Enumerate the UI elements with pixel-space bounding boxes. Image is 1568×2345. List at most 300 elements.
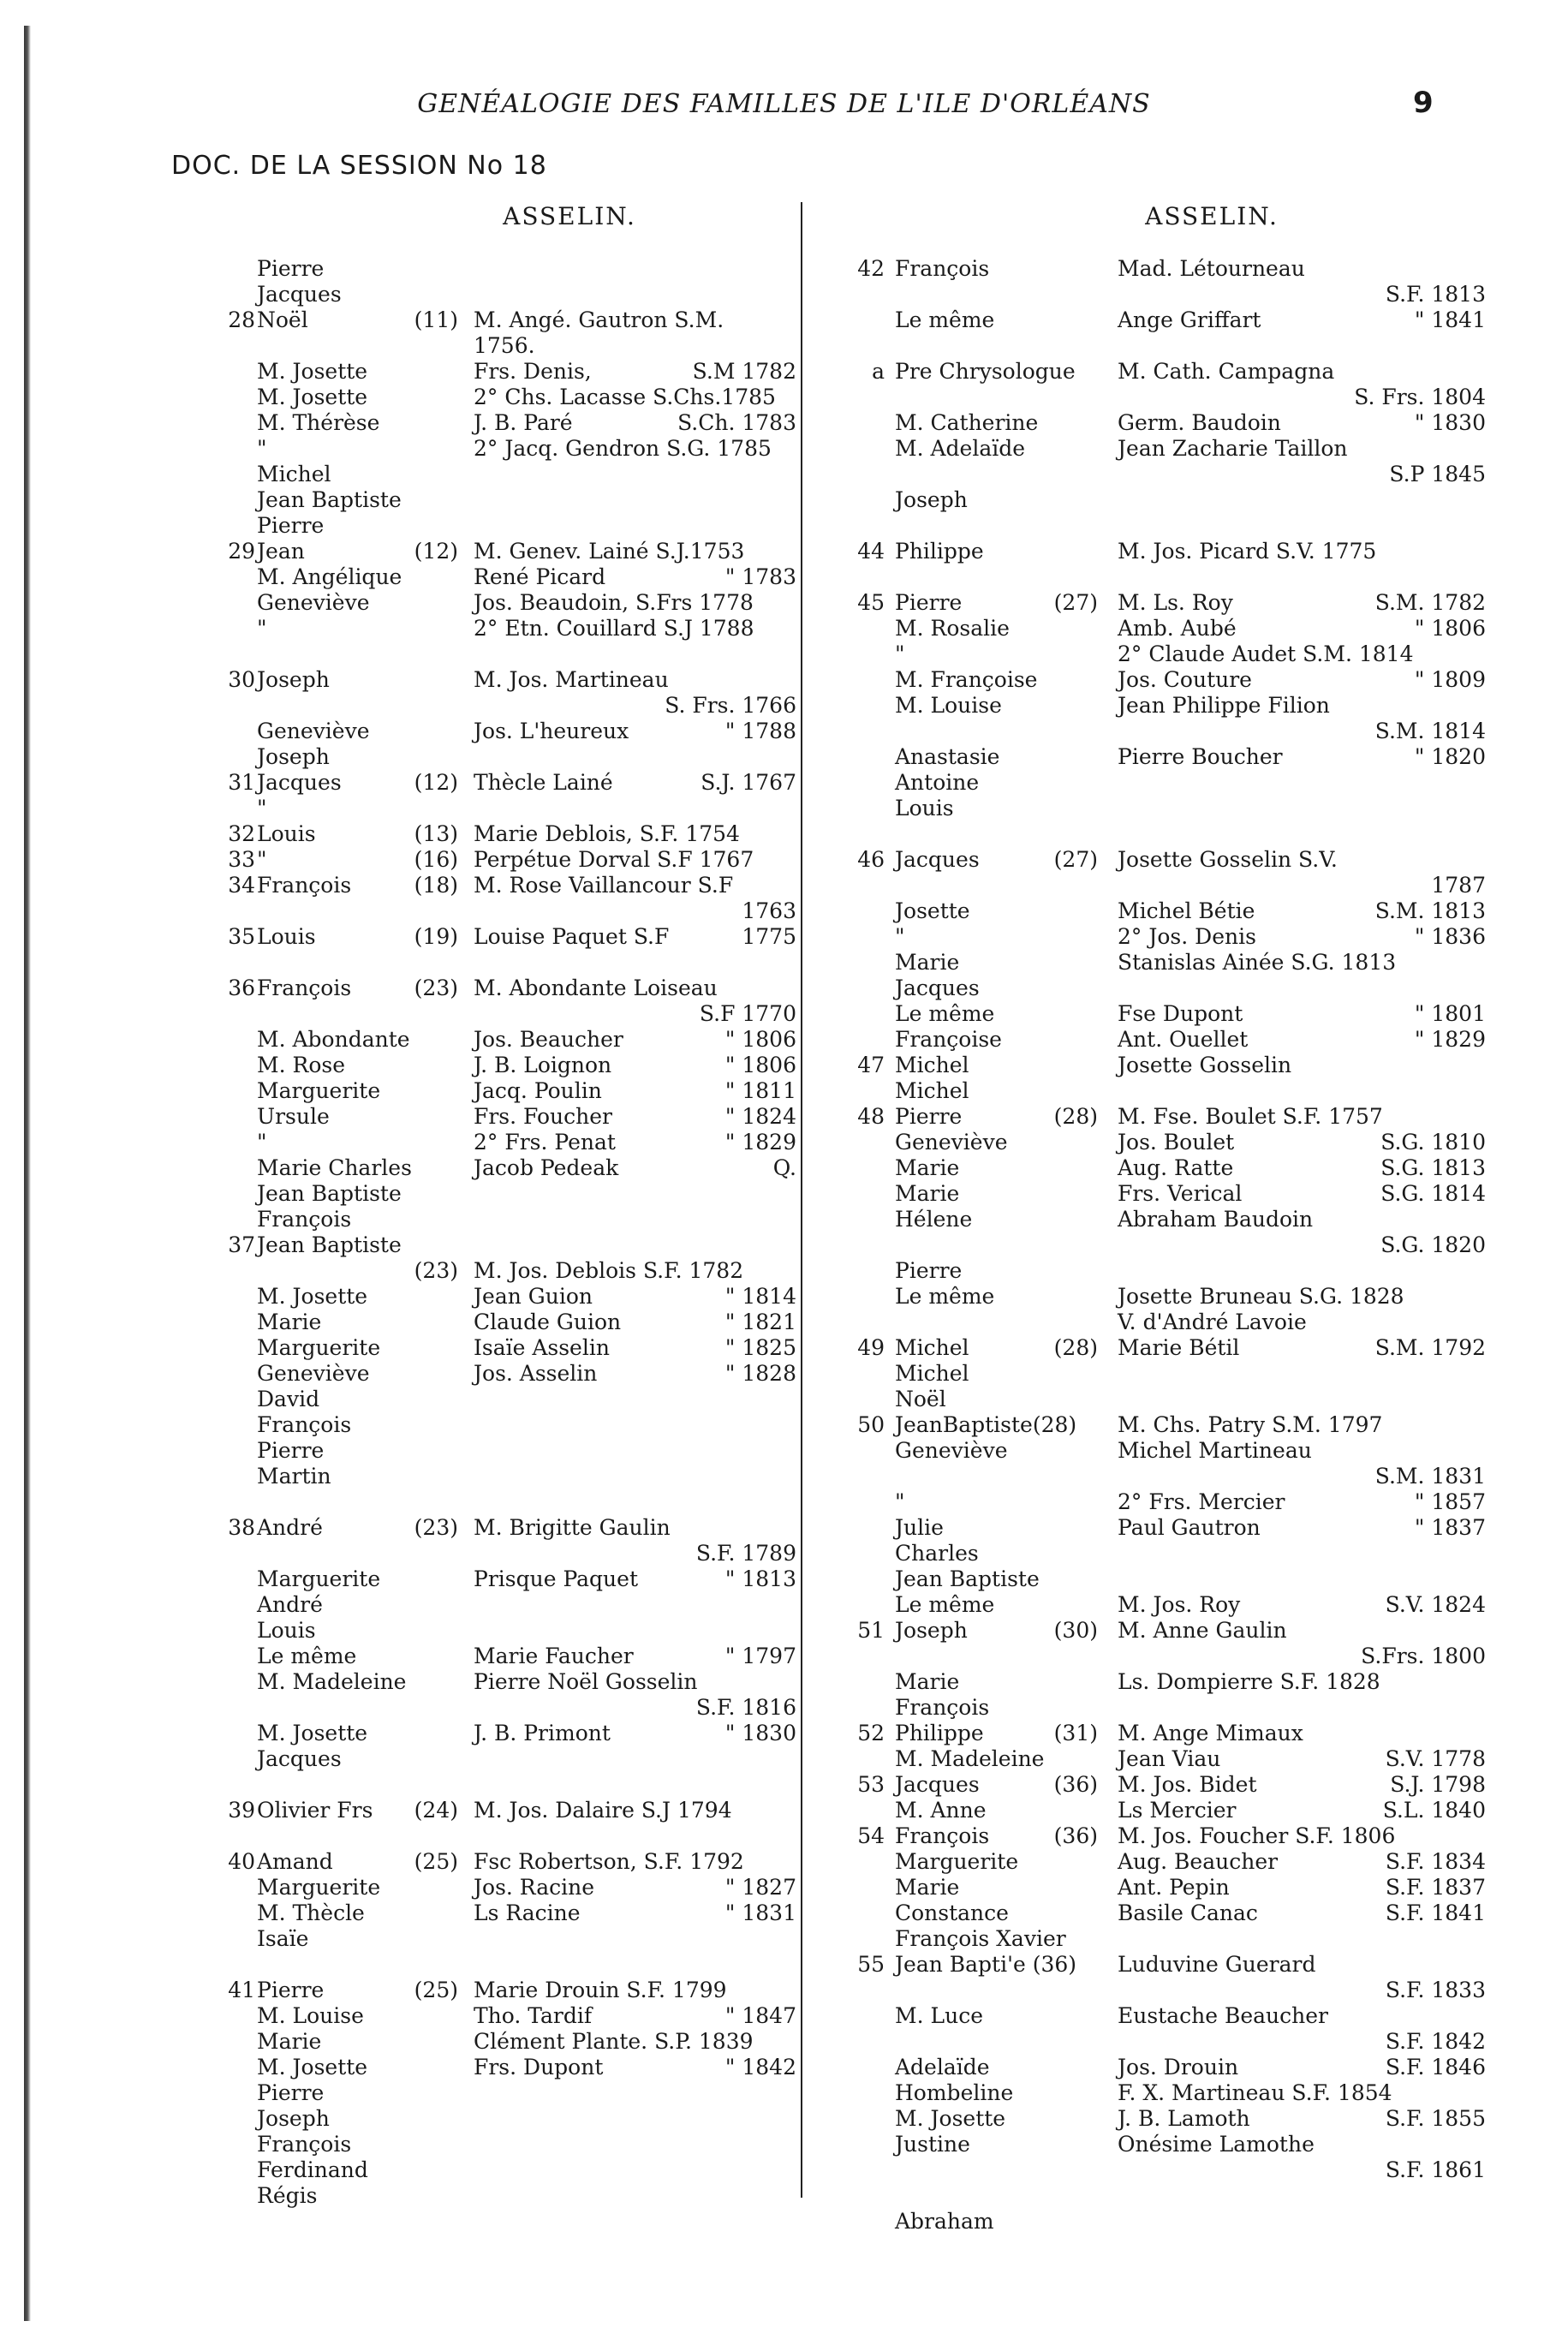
- entry-number: 41: [228, 1978, 255, 2002]
- person-name: Pierre: [257, 1978, 325, 2002]
- column-divider: [801, 202, 802, 2198]
- person-name: Marguerite: [257, 1566, 381, 1591]
- marriage-place-date: S.F. 1855: [1385, 2106, 1486, 2131]
- genealogy-row: [844, 2055, 1494, 2080]
- marriage-place-date: " 1821: [724, 1310, 796, 1334]
- person-name: Charles: [895, 1541, 979, 1566]
- marriage-place-date: " 1825: [724, 1335, 796, 1360]
- spouse-entry: Jos. Boulet: [1118, 1130, 1235, 1155]
- spouse-entry: Jos. Beaucher: [474, 1027, 623, 1052]
- spouse-entry: F. X. Martineau S.F. 1854: [1118, 2080, 1392, 2105]
- spouse-entry: M. Brigitte Gaulin: [474, 1515, 671, 1540]
- entry-number: 40: [228, 1849, 255, 1874]
- person-name: Marie: [257, 1310, 322, 1334]
- entry-number: 45: [857, 590, 885, 615]
- person-name: Marguerite: [257, 1875, 381, 1900]
- marriage-place-date: S.G. 1820: [1380, 1232, 1486, 1257]
- person-name: M. Josette: [257, 1284, 368, 1309]
- genealogy-row: [214, 1566, 796, 1592]
- person-name: Jacques: [895, 847, 980, 872]
- genealogy-row: [844, 1130, 1494, 1155]
- genealogy-row: [214, 693, 796, 719]
- person-name: Jacques: [257, 282, 342, 307]
- spouse-entry: Marie Drouin S.F. 1799: [474, 1978, 727, 2002]
- person-name: M. Abondante: [257, 1027, 410, 1052]
- spouse-entry: Ange Griffart: [1118, 307, 1261, 332]
- person-name: M. Catherine: [895, 410, 1039, 435]
- marriage-place-date: S.M. 1814: [1374, 719, 1486, 743]
- genealogy-row: [214, 1746, 796, 1772]
- person-name: François: [257, 976, 352, 1000]
- left-genealogy-list: [214, 256, 796, 2209]
- spouse-entry: Amb. Aubé: [1118, 616, 1237, 641]
- entry-number: 49: [857, 1335, 885, 1360]
- right-column: [844, 202, 1494, 2235]
- genealogy-row: [844, 1721, 1494, 1746]
- spouse-entry: Josette Gosselin S.V.: [1118, 847, 1338, 872]
- parent-reference: (18): [414, 873, 458, 898]
- genealogy-row: [214, 1078, 796, 1104]
- spouse-entry: Clément Plante. S.P. 1839: [474, 2029, 754, 2054]
- genealogy-row: [844, 1849, 1494, 1875]
- entry-number: 30: [228, 667, 255, 692]
- entry-number: 44: [857, 539, 885, 564]
- genealogy-row: [844, 1695, 1494, 1721]
- person-name: Le même: [895, 1592, 995, 1617]
- genealogy-row: [214, 1335, 796, 1361]
- person-name: Anastasie: [895, 744, 1000, 769]
- genealogy-row: [214, 796, 796, 821]
- entry-number: 33: [228, 847, 255, 872]
- genealogy-row: [214, 410, 796, 436]
- person-name: Pierre: [257, 1438, 325, 1463]
- genealogy-row: [214, 1695, 796, 1721]
- genealogy-row: [214, 1900, 796, 1926]
- spouse-entry: Onésime Lamothe: [1118, 2132, 1315, 2157]
- marriage-place-date: S.F. 1861: [1385, 2157, 1486, 2182]
- parent-reference: (30): [1053, 1618, 1098, 1643]
- marriage-place-date: " 1806: [724, 1027, 796, 1052]
- genealogy-row: [214, 719, 796, 744]
- person-name: Joseph: [257, 667, 330, 692]
- person-name: Michel: [895, 1078, 969, 1103]
- parent-reference: (11): [414, 307, 458, 332]
- person-name: Jean Baptiste: [257, 1181, 402, 1206]
- spouse-entry: 2° Etn. Couillard S.J 1788: [474, 616, 754, 641]
- person-name: Régis: [257, 2183, 318, 2208]
- person-name: Marie: [895, 1181, 960, 1206]
- marriage-place-date: " 1827: [724, 1875, 796, 1900]
- parent-reference: (25): [414, 1978, 458, 2002]
- genealogy-row: [844, 1541, 1494, 1566]
- person-name: Abraham: [895, 2209, 994, 2234]
- person-name: M. Madeleine: [257, 1669, 407, 1694]
- spouse-entry: Ant. Pepin: [1118, 1875, 1230, 1900]
- genealogy-row: [844, 1489, 1494, 1515]
- entry-number: 37: [228, 1232, 255, 1257]
- genealogy-row: [844, 1438, 1494, 1464]
- spouse-entry: Perpétue Dorval S.F 1767: [474, 847, 754, 872]
- genealogy-row: [214, 1361, 796, 1387]
- genealogy-row: [844, 1258, 1494, 1284]
- person-name: Olivier Frs: [257, 1798, 373, 1823]
- left-column: [214, 202, 796, 2209]
- genealogy-row: [844, 1027, 1494, 1053]
- spouse-entry: M. Chs. Patry S.M. 1797: [1118, 1412, 1383, 1437]
- spouse-entry: Prisque Paquet: [474, 1566, 638, 1591]
- parent-reference: (13): [414, 821, 458, 846]
- genealogy-row: [214, 1464, 796, 1489]
- spouse-entry: 2° Frs. Penat: [474, 1130, 616, 1155]
- spouse-entry: René Picard: [474, 564, 606, 589]
- person-name: Louis: [257, 1618, 316, 1643]
- person-name: Françoise: [895, 1027, 1002, 1052]
- person-name: Philippe: [895, 539, 984, 564]
- genealogy-row: [214, 1284, 796, 1310]
- genealogy-row: [844, 410, 1494, 436]
- marriage-place-date: " 1820: [1414, 744, 1486, 769]
- genealogy-row: [214, 539, 796, 564]
- genealogy-row: [214, 898, 796, 924]
- person-name: M. Josette: [257, 2055, 368, 2079]
- marriage-place-date: S.J. 1798: [1390, 1772, 1486, 1797]
- spouse-entry: Jean Philippe Filion: [1118, 693, 1330, 718]
- marriage-place-date: S.Frs. 1800: [1361, 1644, 1486, 1668]
- genealogy-row: [844, 1412, 1494, 1438]
- marriage-place-date: S.F. 1833: [1385, 1978, 1486, 2002]
- genealogy-row: [214, 1438, 796, 1464]
- marriage-place-date: " 1829: [724, 1130, 796, 1155]
- person-name: M. Françoise: [895, 667, 1038, 692]
- person-name: ": [895, 641, 905, 666]
- genealogy-row: [844, 693, 1494, 719]
- marriage-place-date: " 1797: [724, 1644, 796, 1668]
- genealogy-row: [844, 307, 1494, 333]
- person-name: M. Thècle: [257, 1900, 365, 1925]
- spouse-entry: M. Abondante Loiseau: [474, 976, 718, 1000]
- marriage-place-date: S. Frs. 1766: [665, 693, 796, 718]
- marriage-place-date: 1787: [1431, 873, 1486, 898]
- marriage-place-date: S.F. 1837: [1385, 1875, 1486, 1900]
- genealogy-row: [214, 1232, 796, 1258]
- genealogy-row: [214, 2132, 796, 2157]
- parent-reference: (31): [1053, 1721, 1098, 1745]
- spouse-entry: 2° Jacq. Gendron S.G. 1785: [474, 436, 772, 461]
- marriage-place-date: S.F. 1846: [1385, 2055, 1486, 2079]
- entry-number: 39: [228, 1798, 255, 1823]
- genealogy-row: [214, 1926, 796, 1952]
- person-name: Jean Bapti'e (36): [895, 1952, 1077, 1977]
- spouse-entry: Michel Bétie: [1118, 898, 1255, 923]
- marriage-place-date: " 1814: [724, 1284, 796, 1309]
- genealogy-row: [844, 1001, 1494, 1027]
- spouse-entry: Jos. Racine: [474, 1875, 594, 1900]
- genealogy-row: [844, 1566, 1494, 1592]
- marriage-place-date: S.F 1770: [699, 1001, 796, 1026]
- genealogy-row: [844, 1181, 1494, 1207]
- parent-reference: (25): [414, 1849, 458, 1874]
- genealogy-row: [844, 1952, 1494, 1978]
- spouse-entry: M. Anne Gaulin: [1118, 1618, 1287, 1643]
- spouse-entry: Abraham Baudoin: [1118, 1207, 1314, 1232]
- spouse-entry: 2° Chs. Lacasse S.Chs.1785: [474, 385, 776, 409]
- genealogy-row: [214, 307, 796, 333]
- spouse-entry: J. B. Primont: [474, 1721, 611, 1745]
- person-name: Marie Charles: [257, 1155, 412, 1180]
- spouse-entry: 2° Claude Audet S.M. 1814: [1118, 641, 1414, 666]
- genealogy-row: [214, 385, 796, 410]
- parent-reference: (36): [1053, 1772, 1098, 1797]
- person-name: M. Josette: [895, 2106, 1006, 2131]
- genealogy-row: [844, 359, 1494, 385]
- spouse-entry: M. Rose Vaillancour S.F: [474, 873, 734, 898]
- marriage-place-date: " 1841: [1414, 307, 1486, 332]
- person-name: Michel: [257, 462, 331, 486]
- person-name: Jacques: [895, 1772, 980, 1797]
- spouse-entry: Pierre Noël Gosselin: [474, 1669, 698, 1694]
- genealogy-row: [214, 2055, 796, 2080]
- genealogy-row: [844, 539, 1494, 564]
- person-name: Marie: [895, 1669, 960, 1694]
- genealogy-row: [844, 2106, 1494, 2132]
- marriage-place-date: " 1842: [724, 2055, 796, 2079]
- person-name: Michel: [895, 1335, 969, 1360]
- parent-reference: (36): [1053, 1823, 1098, 1848]
- marriage-place-date: " 1830: [724, 1721, 796, 1745]
- spouse-entry: M. Jos. Martineau: [474, 667, 669, 692]
- spouse-entry: Aug. Ratte: [1118, 1155, 1234, 1180]
- genealogy-row: [844, 1618, 1494, 1644]
- spouse-entry: J. B. Paré: [474, 410, 573, 435]
- genealogy-row: [214, 256, 796, 282]
- entry-number: 32: [228, 821, 255, 846]
- marriage-place-date: S.G. 1814: [1380, 1181, 1486, 1206]
- entry-number: 38: [228, 1515, 255, 1540]
- parent-reference: (12): [414, 539, 458, 564]
- person-name: Geneviève: [257, 1361, 370, 1386]
- running-title: GENÉALOGIE DES FAMILLES DE L'ILE D'ORLÉANS: [417, 89, 1151, 119]
- genealogy-row: [214, 1181, 796, 1207]
- genealogy-row: [214, 1053, 796, 1078]
- entry-number: 53: [857, 1772, 885, 1797]
- entry-number: a: [872, 359, 885, 384]
- marriage-place-date: " 1831: [724, 1900, 796, 1925]
- genealogy-row: [214, 1618, 796, 1644]
- marriage-place-date: " 1837: [1414, 1515, 1486, 1540]
- entry-number: 51: [857, 1618, 885, 1643]
- left-column-title: ASSELIN.: [503, 202, 636, 230]
- genealogy-row: [214, 1978, 796, 2003]
- spouse-entry: Jean Zacharie Taillon: [1118, 436, 1348, 461]
- marriage-place-date: S.F. 1789: [695, 1541, 796, 1566]
- parent-reference: (27): [1053, 590, 1098, 615]
- genealogy-row: [214, 770, 796, 796]
- parent-reference: (23): [414, 976, 458, 1000]
- spouse-entry: Claude Guion: [474, 1310, 622, 1334]
- genealogy-row: [844, 1078, 1494, 1104]
- genealogy-row: [844, 487, 1494, 513]
- marriage-place-date: S.M. 1782: [1374, 590, 1486, 615]
- spouse-entry: Frs. Foucher: [474, 1104, 612, 1129]
- marriage-place-date: " 1806: [724, 1053, 796, 1077]
- genealogy-row: [214, 1515, 796, 1541]
- marriage-place-date: S.P 1845: [1389, 462, 1486, 486]
- person-name: M. Josette: [257, 359, 368, 384]
- spouse-entry: M. Jos. Bidet: [1118, 1772, 1257, 1797]
- parent-reference: (12): [414, 770, 458, 795]
- genealogy-row: [214, 1592, 796, 1618]
- person-name: Noël: [257, 307, 308, 332]
- genealogy-row: [844, 2132, 1494, 2157]
- spouse-entry: Josette Bruneau S.G. 1828: [1118, 1284, 1404, 1309]
- genealogy-row: [844, 1592, 1494, 1618]
- person-name: Marie: [895, 1155, 960, 1180]
- genealogy-row: [214, 924, 796, 950]
- spouse-entry: Michel Martineau: [1118, 1438, 1312, 1463]
- spouse-entry: Basile Canac: [1118, 1900, 1258, 1925]
- spouse-entry: Ls. Dompierre S.F. 1828: [1118, 1669, 1380, 1694]
- marriage-place-date: " 1857: [1414, 1489, 1486, 1514]
- spouse-entry: Mad. Létourneau: [1118, 256, 1305, 281]
- spouse-entry: Pierre Boucher: [1118, 744, 1283, 769]
- genealogy-row: [214, 1721, 796, 1746]
- genealogy-row: [844, 770, 1494, 796]
- person-name: Joseph: [895, 487, 968, 512]
- spouse-entry: Paul Gautron: [1118, 1515, 1261, 1540]
- genealogy-row: [214, 2106, 796, 2132]
- spouse-entry: M. Fse. Boulet S.F. 1757: [1118, 1104, 1383, 1129]
- person-name: François: [257, 1412, 352, 1437]
- genealogy-row: [844, 436, 1494, 462]
- genealogy-row: [214, 2003, 796, 2029]
- person-name: M. Angélique: [257, 564, 402, 589]
- spouse-entry: Marie Faucher: [474, 1644, 634, 1668]
- genealogy-row: [214, 1387, 796, 1412]
- genealogy-row: [844, 641, 1494, 667]
- genealogy-row: [214, 1130, 796, 1155]
- marriage-place-date: S.M. 1792: [1374, 1335, 1486, 1360]
- person-name: Le même: [895, 307, 995, 332]
- scan-binding-edge: [24, 26, 31, 2321]
- genealogy-row: [214, 2029, 796, 2055]
- genealogy-row: [844, 1464, 1494, 1489]
- genealogy-row: [844, 2029, 1494, 2055]
- spouse-entry: M. Angé. Gautron S.M.: [474, 307, 724, 332]
- person-name: Le même: [895, 1284, 995, 1309]
- parent-reference: (27): [1053, 847, 1098, 872]
- spouse-entry: M. Jos. Roy: [1118, 1592, 1241, 1617]
- spouse-entry: 2° Frs. Mercier: [1118, 1489, 1285, 1514]
- entry-number: 31: [228, 770, 255, 795]
- person-name: Jean Baptiste: [257, 487, 402, 512]
- person-name: Ursule: [257, 1104, 330, 1129]
- marriage-place-date: " 1828: [724, 1361, 796, 1386]
- person-name: Marguerite: [257, 1335, 381, 1360]
- marriage-place-date: S.F. 1816: [695, 1695, 796, 1720]
- spouse-entry: M. Jos. Dalaire S.J 1794: [474, 1798, 732, 1823]
- spouse-entry: V. d'André Lavoie: [1118, 1310, 1307, 1334]
- genealogy-row: [844, 2209, 1494, 2235]
- right-column-title: ASSELIN.: [1145, 202, 1279, 230]
- genealogy-row: [844, 1387, 1494, 1412]
- genealogy-row: [844, 667, 1494, 693]
- person-name: François: [895, 1823, 990, 1848]
- person-name: Marie: [895, 1875, 960, 1900]
- spouse-entry: Jos. Beaudoin, S.Frs 1778: [474, 590, 754, 615]
- spouse-entry: Jos. L'heureux: [474, 719, 629, 743]
- marriage-place-date: " 1829: [1414, 1027, 1486, 1052]
- parent-reference: (23): [414, 1515, 458, 1540]
- marriage-place-date: 1775: [742, 924, 796, 949]
- person-name: Julie: [895, 1515, 944, 1540]
- person-name: Michel: [895, 1053, 969, 1077]
- person-name: M. Louise: [257, 2003, 364, 2028]
- person-name: Le même: [895, 1001, 995, 1026]
- genealogy-row: [844, 385, 1494, 410]
- person-name: Justine: [895, 2132, 970, 2157]
- genealogy-row: [844, 719, 1494, 744]
- genealogy-row: [214, 436, 796, 462]
- genealogy-row: [214, 1849, 796, 1875]
- person-name: François: [257, 873, 352, 898]
- marriage-place-date: " 1811: [724, 1078, 796, 1103]
- genealogy-row: [214, 873, 796, 898]
- genealogy-row: [214, 333, 796, 359]
- spouse-entry: Luduvine Guerard: [1118, 1952, 1316, 1977]
- marriage-place-date: S.L. 1840: [1382, 1798, 1486, 1823]
- genealogy-row: [214, 1027, 796, 1053]
- entry-number: 46: [857, 847, 885, 872]
- spouse-entry: Fsc Robertson, S.F. 1792: [474, 1849, 744, 1874]
- person-name: André: [257, 1592, 323, 1617]
- spouse-entry: M. Jos. Foucher S.F. 1806: [1118, 1823, 1396, 1848]
- person-name: Geneviève: [257, 590, 370, 615]
- genealogy-row: [214, 282, 796, 307]
- spouse-entry: Jos. Drouin: [1118, 2055, 1239, 2079]
- person-name: Amand: [257, 1849, 333, 1874]
- spouse-entry: Jacq. Poulin: [474, 1078, 602, 1103]
- spouse-entry: 1756.: [474, 333, 535, 358]
- genealogy-row: [844, 1232, 1494, 1258]
- genealogy-row: [214, 487, 796, 513]
- person-name: Ferdinand: [257, 2157, 368, 2182]
- genealogy-row: [844, 282, 1494, 307]
- person-name: M. Rosalie: [895, 616, 1010, 641]
- genealogy-row: [214, 1104, 796, 1130]
- genealogy-row: [214, 1258, 796, 1284]
- person-name: Adelaïde: [895, 2055, 990, 2079]
- spouse-entry: Ls Mercier: [1118, 1798, 1237, 1823]
- marriage-place-date: " 1801: [1414, 1001, 1486, 1026]
- entry-number: 29: [228, 539, 255, 564]
- person-name: Josette: [895, 898, 970, 923]
- spouse-entry: Tho. Tardif: [474, 2003, 593, 2028]
- spouse-entry: J. B. Lamoth: [1118, 2106, 1250, 2131]
- parent-reference: (16): [414, 847, 458, 872]
- person-name: ": [257, 847, 267, 872]
- genealogy-row: [214, 1310, 796, 1335]
- genealogy-row: [214, 2183, 796, 2209]
- person-name: Pre Chrysologue: [895, 359, 1076, 384]
- genealogy-row: [214, 462, 796, 487]
- marriage-place-date: S.M. 1813: [1374, 898, 1486, 923]
- person-name: JeanBaptiste(28): [895, 1412, 1077, 1437]
- spouse-entry: Thècle Lainé: [474, 770, 613, 795]
- person-name: David: [257, 1387, 320, 1411]
- genealogy-row: [214, 2157, 796, 2183]
- marriage-place-date: Q.: [772, 1155, 796, 1180]
- marriage-place-date: S.M 1782: [692, 359, 796, 384]
